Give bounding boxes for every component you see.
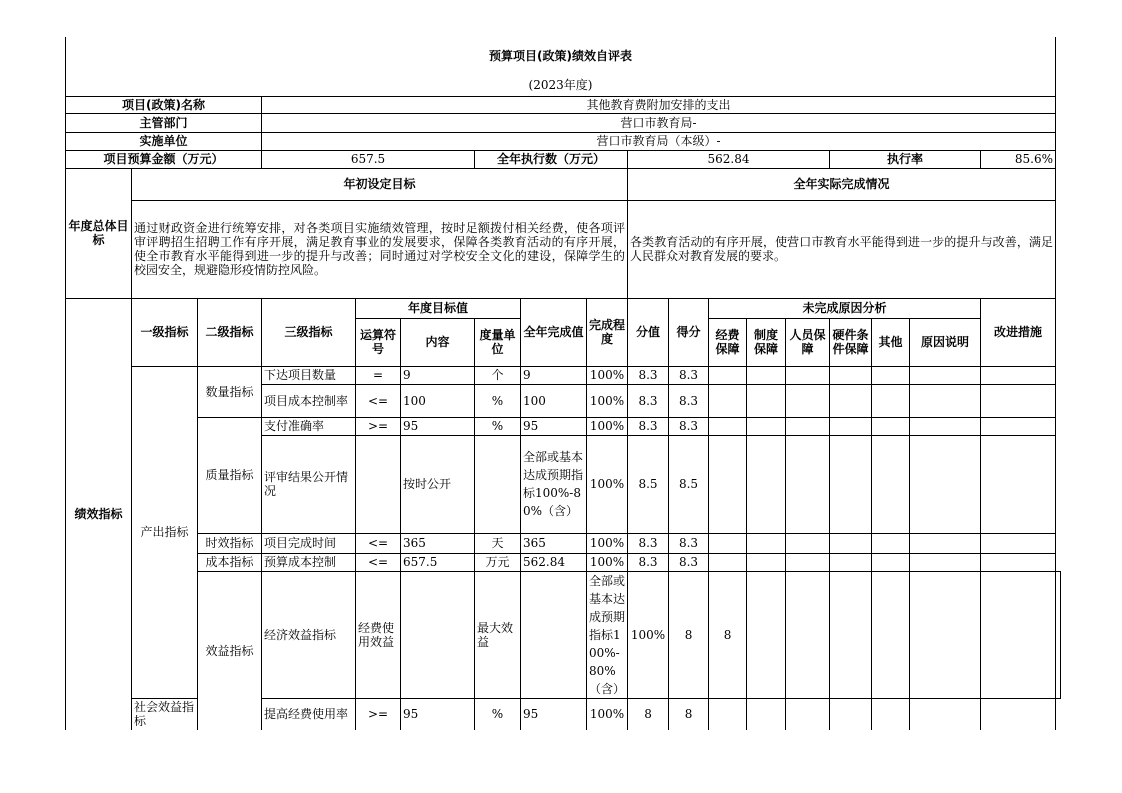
indicator-content: 657.5 — [401, 553, 475, 571]
header-level1: 一级指标 — [132, 298, 198, 366]
indicator-got: 8 — [709, 571, 747, 698]
indicator-got: 8 — [669, 698, 709, 730]
indicator-op: >= — [356, 698, 401, 730]
sub-time: 时效指标 — [198, 533, 262, 553]
indicator-content: 95 — [401, 698, 475, 730]
indicator-unit: % — [475, 417, 521, 435]
indicator-score: 8.3 — [628, 533, 669, 553]
budget-label: 项目预算金额（万元） — [66, 150, 262, 168]
indicator-content: 最大效益 — [475, 571, 521, 698]
actual-result-header: 全年实际完成情况 — [628, 168, 1056, 200]
initial-goal-text: 通过财政资金进行统筹安排，对各类项目实施绩效管理，按时足额拨付相关经费，使各项评审评聘招生招聘工作有序开展，满足教育事业的发展要求，保障各类教育活动的有序开展，使全市教育水平能得到进一步的提升与改善；同时通过对学校安全文化的建设，保障学生的校园安全，规避隐形疫情防控风险。 — [132, 200, 628, 298]
header-score: 分值 — [628, 298, 669, 366]
table-row — [66, 366, 1061, 384]
header-reason-other: 其他 — [872, 318, 910, 366]
indicator-op: <= — [356, 384, 401, 417]
indicator-score: 8 — [669, 571, 709, 698]
indicator-op — [401, 571, 475, 698]
sub-quantity: 数量指标 — [198, 366, 262, 417]
sub-quality: 质量指标 — [198, 417, 262, 533]
indicator-got: 8.3 — [669, 553, 709, 571]
executed-label: 全年执行数（万元） — [475, 150, 628, 168]
indicator-degree: 100% — [628, 571, 669, 698]
indicator-got: 8.5 — [669, 435, 709, 533]
rate-value: 85.6% — [981, 150, 1056, 168]
indicator-actual: 365 — [521, 533, 587, 553]
project-name-label: 项目(政策)名称 — [66, 96, 262, 113]
annual-goal-label: 年度总体目标 — [66, 168, 132, 298]
page-title: 预算项目(政策)绩效自评表 — [66, 37, 1056, 75]
header-improve: 改进措施 — [981, 298, 1056, 366]
table-row — [66, 417, 1061, 435]
dept-value: 营口市教育局- — [262, 113, 1056, 132]
indicator-op: <= — [356, 533, 401, 553]
indicator-degree: 100% — [587, 417, 628, 435]
indicator-content: 按时公开 — [401, 435, 475, 533]
indicator-degree: 100% — [587, 698, 628, 730]
actual-result-text: 各类教育活动的有序开展，使营口市教育水平能得到进一步的提升与改善，满足人民群众对教育发展的要求。 — [628, 200, 1056, 298]
header-reason-funding: 经费保障 — [709, 318, 747, 366]
indicator-unit: 天 — [475, 533, 521, 553]
indicator-name: 预算成本控制 — [262, 553, 356, 571]
indicator-content: 100 — [401, 384, 475, 417]
header-reason-explain: 原因说明 — [910, 318, 981, 366]
indicator-name: 下达项目数量 — [262, 366, 356, 384]
indicator-score: 8.3 — [628, 384, 669, 417]
budget-value: 657.5 — [262, 150, 475, 168]
indicator-actual: 95 — [521, 698, 587, 730]
performance-section-label: 绩效指标 — [66, 298, 132, 730]
indicator-content: 9 — [401, 366, 475, 384]
indicator-unit: 个 — [475, 366, 521, 384]
indicator-name: 项目完成时间 — [262, 533, 356, 553]
indicator-name: 经费使用效益 — [356, 571, 401, 698]
table-row — [66, 553, 1061, 571]
indicator-degree: 100% — [587, 435, 628, 533]
dept-label: 主管部门 — [66, 113, 262, 132]
indicator-actual: 全部或基本达成预期指标100%-80%（含） — [587, 571, 628, 698]
indicator-name: 项目成本控制率 — [262, 384, 356, 417]
indicator-score: 8.3 — [628, 417, 669, 435]
indicator-name: 评审结果公开情况 — [262, 435, 356, 533]
header-reason-staff: 人员保障 — [786, 318, 830, 366]
header-target-group: 年度目标值 — [356, 298, 521, 318]
self-evaluation-table — [65, 37, 1061, 730]
indicator-op: >= — [356, 417, 401, 435]
header-reason-group: 未完成原因分析 — [709, 298, 981, 318]
indicator-score: 8.3 — [628, 366, 669, 384]
header-unit: 度量单位 — [475, 318, 521, 366]
indicator-actual: 95 — [521, 417, 587, 435]
sub-social: 社会效益指标 — [132, 698, 198, 730]
project-name-value: 其他教育费附加安排的支出 — [262, 96, 1056, 113]
indicator-got: 8.3 — [669, 533, 709, 553]
indicator-unit: % — [475, 698, 521, 730]
indicator-actual: 全部或基本达成预期指标100%-80%（含） — [521, 435, 587, 533]
category-output: 产出指标 — [132, 366, 198, 698]
table-row — [66, 571, 1061, 698]
indicator-score: 8.5 — [628, 435, 669, 533]
indicator-op: = — [356, 366, 401, 384]
indicator-got: 8.3 — [669, 366, 709, 384]
indicator-op — [356, 435, 401, 533]
indicator-degree: 100% — [587, 553, 628, 571]
category-benefit: 效益指标 — [198, 571, 262, 730]
header-op: 运算符号 — [356, 318, 401, 366]
indicator-got: 8.3 — [669, 384, 709, 417]
header-reason-system: 制度保障 — [747, 318, 786, 366]
header-actual: 全年完成值 — [521, 298, 587, 366]
indicator-actual: 9 — [521, 366, 587, 384]
indicator-unit: % — [475, 384, 521, 417]
header-degree: 完成程度 — [587, 298, 628, 366]
header-reason-hardware: 硬件条件保障 — [830, 318, 872, 366]
header-level3: 三级指标 — [262, 298, 356, 366]
table-row — [66, 533, 1061, 553]
indicator-score: 8.3 — [628, 553, 669, 571]
indicator-unit — [521, 571, 587, 698]
executed-value: 562.84 — [628, 150, 830, 168]
indicator-unit — [475, 435, 521, 533]
indicator-op: <= — [356, 553, 401, 571]
initial-goal-header: 年初设定目标 — [132, 168, 628, 200]
indicator-degree: 100% — [587, 384, 628, 417]
indicator-name: 提高经费使用率 — [262, 698, 356, 730]
indicator-name: 支付准确率 — [262, 417, 356, 435]
indicator-got: 8.3 — [669, 417, 709, 435]
indicator-score: 8 — [628, 698, 669, 730]
indicator-degree: 100% — [587, 533, 628, 553]
sub-economic: 经济效益指标 — [262, 571, 356, 698]
header-level2: 二级指标 — [198, 298, 262, 366]
header-content: 内容 — [401, 318, 475, 366]
indicator-actual: 562.84 — [521, 553, 587, 571]
indicator-content: 365 — [401, 533, 475, 553]
rate-label: 执行率 — [830, 150, 981, 168]
unit-label: 实施单位 — [66, 132, 262, 150]
report-year: (2023年度) — [66, 75, 1056, 96]
sub-cost: 成本指标 — [198, 553, 262, 571]
header-got: 得分 — [669, 298, 709, 366]
unit-value: 营口市教育局（本级）- — [262, 132, 1056, 150]
indicator-degree: 100% — [587, 366, 628, 384]
indicator-actual: 100 — [521, 384, 587, 417]
indicator-content: 95 — [401, 417, 475, 435]
indicator-unit: 万元 — [475, 553, 521, 571]
